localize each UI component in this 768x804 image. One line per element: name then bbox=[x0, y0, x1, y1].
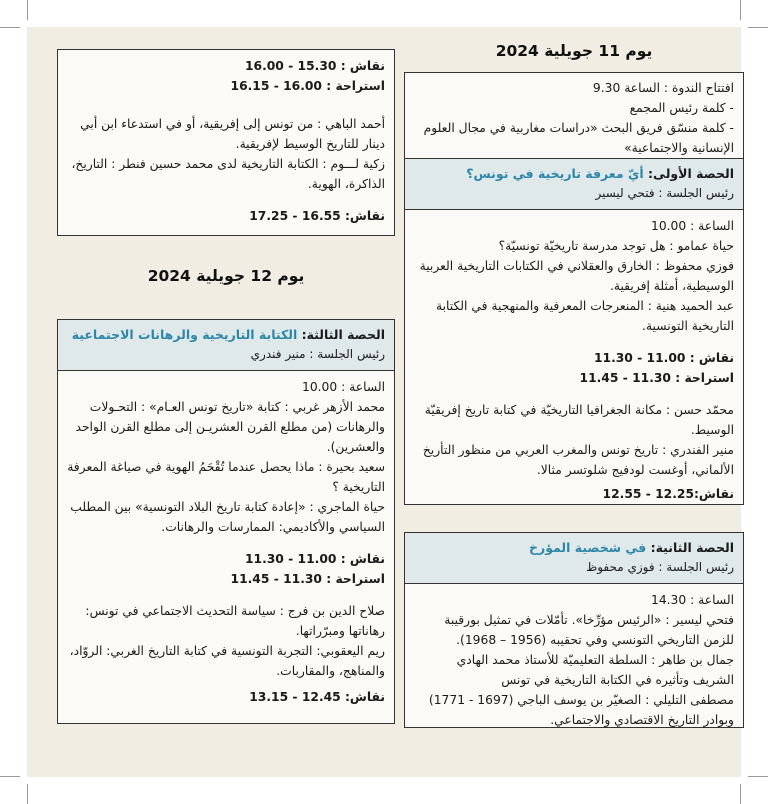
crop-mark bbox=[740, 0, 741, 20]
talk: ريم اليعقوبي: التجربة التونسية في كتابة التاريخ الغربي: الروّاد، والمناهج، والمقاربات. bbox=[69, 644, 385, 678]
talk: عبد الحميد هنية : المنعرجات المعرفية والمنهجية في الكتابة التاريخية التونسية. bbox=[436, 299, 734, 333]
talk: محمد الأزهر غربي : كتابة «تاريخ تونس العـام» : التحـولات والرهانات (من مطلع القرن العشريـن إلى مطلع القرن الواحد والعشرين). bbox=[75, 400, 385, 454]
talk: منير الفندري : تاريخ تونس والمغرب العربي من منظور التأريخ الألماني، أوغست لودفيج شلوتسر مثالا. bbox=[422, 443, 734, 477]
continued-box bbox=[57, 49, 395, 236]
session1-label: الحصة الأولى: bbox=[643, 166, 734, 181]
talk: مصطفى التليلي : الصغيّر بن يوسف الباجي (1697 - 1771) وبوادر التاريخ الاقتصادي والاجتماعي. bbox=[428, 693, 734, 727]
session2-chair: رئيس الجلسة : فوزي محفوظ bbox=[586, 560, 734, 574]
debate-time: نقاش: 12.45 - 13.15 bbox=[249, 690, 385, 704]
crop-mark bbox=[27, 0, 28, 20]
crop-mark bbox=[27, 784, 28, 804]
break-time: استراحة : 16.00 - 16.15 bbox=[230, 79, 385, 93]
opening-time: افتتاح الندوة : الساعة 9.30 bbox=[592, 81, 734, 95]
session1-header bbox=[405, 159, 743, 210]
break-time: استراحة : 11.30 - 11.45 bbox=[579, 371, 734, 385]
crop-mark bbox=[0, 776, 20, 777]
session1-title: أيّ معرفة تاريخية في تونس؟ bbox=[466, 166, 644, 181]
talk: فتحي ليسير : «الرئيس مؤرِّخا». تأمّلات في تمثيل بورقيبة للزمن التاريخي التونسي وفي تحقيبه (1956 – 1968). bbox=[444, 613, 734, 647]
talk: حياة عمامو : هل توجد مدرسة تاريخيّة تونسيّة؟ bbox=[498, 239, 734, 253]
talk: محمّد حسن : مكانة الجغرافيا التاريخيّة في كتابة تاريخ إفريقيّة الوسيط. bbox=[424, 403, 734, 437]
session2-time: الساعة : 14.30 bbox=[651, 593, 734, 607]
talk: جمال بن طاهر : السلطة التعليميّة للأستاذ محمد الهادي الشريف وتأثيره في الكتابة التاريخية في تونس bbox=[456, 653, 734, 687]
session1-box bbox=[404, 158, 744, 505]
day1-title: يوم 11 جويلية 2024 bbox=[495, 42, 653, 60]
debate-time: نقاش : 15.30 - 16.00 bbox=[244, 59, 385, 73]
session2-title: في شخصية المؤرخ bbox=[529, 540, 647, 555]
session3-header bbox=[58, 320, 394, 371]
talk: فوزي محفوظ : الخارق والعقلاني في الكتابات التاريخية العربية الوسيطية، أمثلة إفريقية. bbox=[419, 259, 734, 293]
session1-chair: رئيس الجلسة : فتحي ليسير bbox=[595, 186, 734, 200]
session3-chair: رئيس الجلسة : منير فندري bbox=[250, 347, 385, 361]
crop-mark bbox=[0, 27, 20, 28]
debate-time: نقاش : 11.00 - 11.30 bbox=[593, 351, 734, 365]
debate-time: نقاش: 16.55 - 17.25 bbox=[249, 209, 385, 223]
session2-box bbox=[404, 532, 744, 728]
talk: أحمد الباهي : من تونس إلى إفريقية، أو في استدعاء ابن أبي دينار للتاريخ الوسيط لإفريقية. bbox=[80, 117, 385, 151]
opening-item: - كلمة منسّق فريق البحث «دراسات مغاربية في مجال العلوم الإنسانية والاجتماعية» bbox=[423, 121, 734, 155]
crop-mark bbox=[748, 27, 768, 28]
crop-mark bbox=[748, 776, 768, 777]
crop-mark bbox=[740, 784, 741, 804]
talk: صلاح الدين بن فرج : سياسة التحديث الاجتماعي في تونس: رهاناتها ومبرّراتها. bbox=[85, 604, 385, 638]
session3-title: الكتابة التاريخية والرهانات الاجتماعية bbox=[71, 327, 298, 342]
opening-box bbox=[404, 72, 744, 159]
debate-time: نقاش:12.25 - 12.55 bbox=[602, 487, 734, 501]
talk: حياة الماجري : «إعادة كتابة تاريخ البلاد التونسية» بين المطلب السياسي والأكاديمي: الممارسات والرهانات. bbox=[70, 500, 385, 534]
debate-time: نقاش : 11.00 - 11.30 bbox=[244, 552, 385, 566]
talk: زكية لـــوم : الكتابة التاريخية لدى محمد حسين فنطر : التاريخ، الذاكرة، الهوية. bbox=[71, 157, 385, 191]
talk: سعيد بحيرة : ماذا يحصل عندما تُقْحَمُ الهوية في صياغة المعرفة التاريخية ؟ bbox=[67, 460, 385, 494]
session3-time: الساعة : 10.00 bbox=[302, 380, 385, 394]
session2-label: الحصة الثانية: bbox=[646, 540, 734, 555]
opening-item: - كلمة رئيس المجمع bbox=[629, 101, 734, 115]
session2-header bbox=[405, 533, 743, 584]
session1-time: الساعة : 10.00 bbox=[651, 219, 734, 233]
session3-label: الحصة الثالثة: bbox=[297, 327, 385, 342]
break-time: استراحة : 11.30 - 11.45 bbox=[230, 572, 385, 586]
day2-title: يوم 12 جويلية 2024 bbox=[147, 267, 305, 285]
session3-box bbox=[57, 319, 395, 724]
